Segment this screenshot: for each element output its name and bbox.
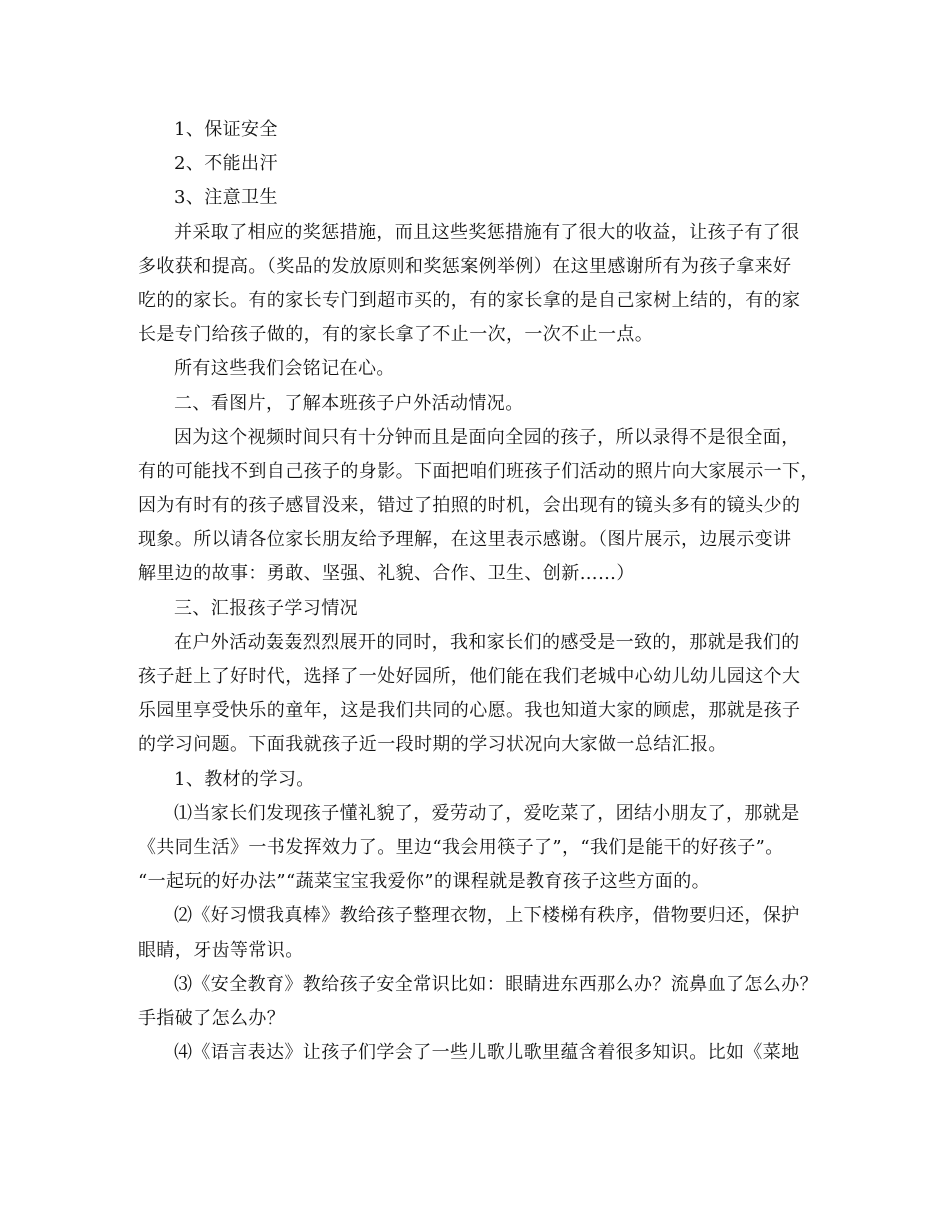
list-item-no-sweat: 2、不能出汗: [174, 153, 278, 175]
paragraph-line: 眼睛，牙齿等常识。: [138, 939, 304, 961]
list-item-hygiene: 3、注意卫生: [174, 187, 278, 209]
paragraph-line: ⑷《语言表达》让孩子们学会了一些儿歌儿歌里蕴含着很多知识。比如《菜地: [174, 1042, 800, 1064]
paragraph-line: 现象。所以请各位家长朋友给予理解，在这里表示感谢。（图片展示，边展示变讲: [138, 529, 792, 551]
paragraph-line: 因为这个视频时间只有十分钟而且是面向全园的孩子，所以录得不是很全面，: [174, 426, 800, 448]
paragraph-line: 在户外活动轰轰烈烈展开的同时，我和家长们的感受是一致的，那就是我们的: [174, 631, 800, 653]
subsection-heading: 1、教材的学习。: [174, 768, 315, 790]
list-item-safety: 1、保证安全: [174, 119, 278, 140]
document-body: [138, 113, 828, 1070]
paragraph-line: ⑶《安全教育》教给孩子安全常识比如：眼睛进东西那么办？流鼻血了怎么办？: [174, 973, 818, 995]
paragraph-line: 解里边的故事：勇敢、坚强、礼貌、合作、卫生、创新……）: [138, 563, 635, 585]
paragraph-line: 有的可能找不到自己孩子的身影。下面把咱们班孩子们活动的照片向大家展示一下，: [138, 460, 819, 482]
paragraph-line: 吃的的家长。有的家长专门到超市买的，有的家长拿的是自己家树上结的，有的家: [138, 289, 801, 311]
paragraph-line: 并采取了相应的奖惩措施，而且这些奖惩措施有了很大的收益，让孩子有了很: [174, 221, 800, 243]
paragraph-line: 长是专门给孩子做的，有的家长拿了不止一次，一次不止一点。: [138, 324, 654, 346]
paragraph-line: “一起玩的好办法”“蔬菜宝宝我爱你”的课程就是教育孩子这些方面的。: [138, 871, 711, 893]
paragraph-line: 孩子赶上了好时代，选择了一处好园所，他们能在我们老城中心幼儿幼儿园这个大: [138, 666, 801, 687]
section-heading-2: 二、看图片，了解本班孩子户外活动情况。: [174, 392, 524, 414]
paragraph-line: ⑴当家长们发现孩子懂礼貌了，爱劳动了，爱吃菜了，团结小朋友了，那就是: [174, 802, 800, 824]
paragraph-line: ⑵《好习惯我真棒》教给孩子整理衣物，上下楼梯有秩序，借物要归还，保护: [174, 905, 800, 927]
paragraph-line: 所有这些我们会铭记在心。: [174, 358, 395, 380]
section-heading-3: 三、汇报孩子学习情况: [174, 597, 358, 619]
paragraph-line: 多收获和提高。（奖品的发放原则和奖惩案例举例）在这里感谢所有为孩子拿来好: [138, 255, 792, 277]
paragraph-line: 手指破了怎么办？: [138, 1007, 286, 1029]
paragraph-line: 因为有时有的孩子感冒没来，错过了拍照的时机，会出现有的镜头多有的镜头少的: [138, 495, 801, 517]
paragraph-line: 乐园里享受快乐的童年，这是我们共同的心愿。我也知道大家的顾虑，那就是孩子: [138, 700, 801, 722]
paragraph-line: 的学习问题。下面我就孩子近一段时期的学习状况向大家做一总结汇报。: [138, 734, 727, 756]
paragraph-line: 《共同生活》一书发挥效力了。里边“我会用筷子了”，“我们是能干的好孩子”。: [138, 836, 784, 858]
